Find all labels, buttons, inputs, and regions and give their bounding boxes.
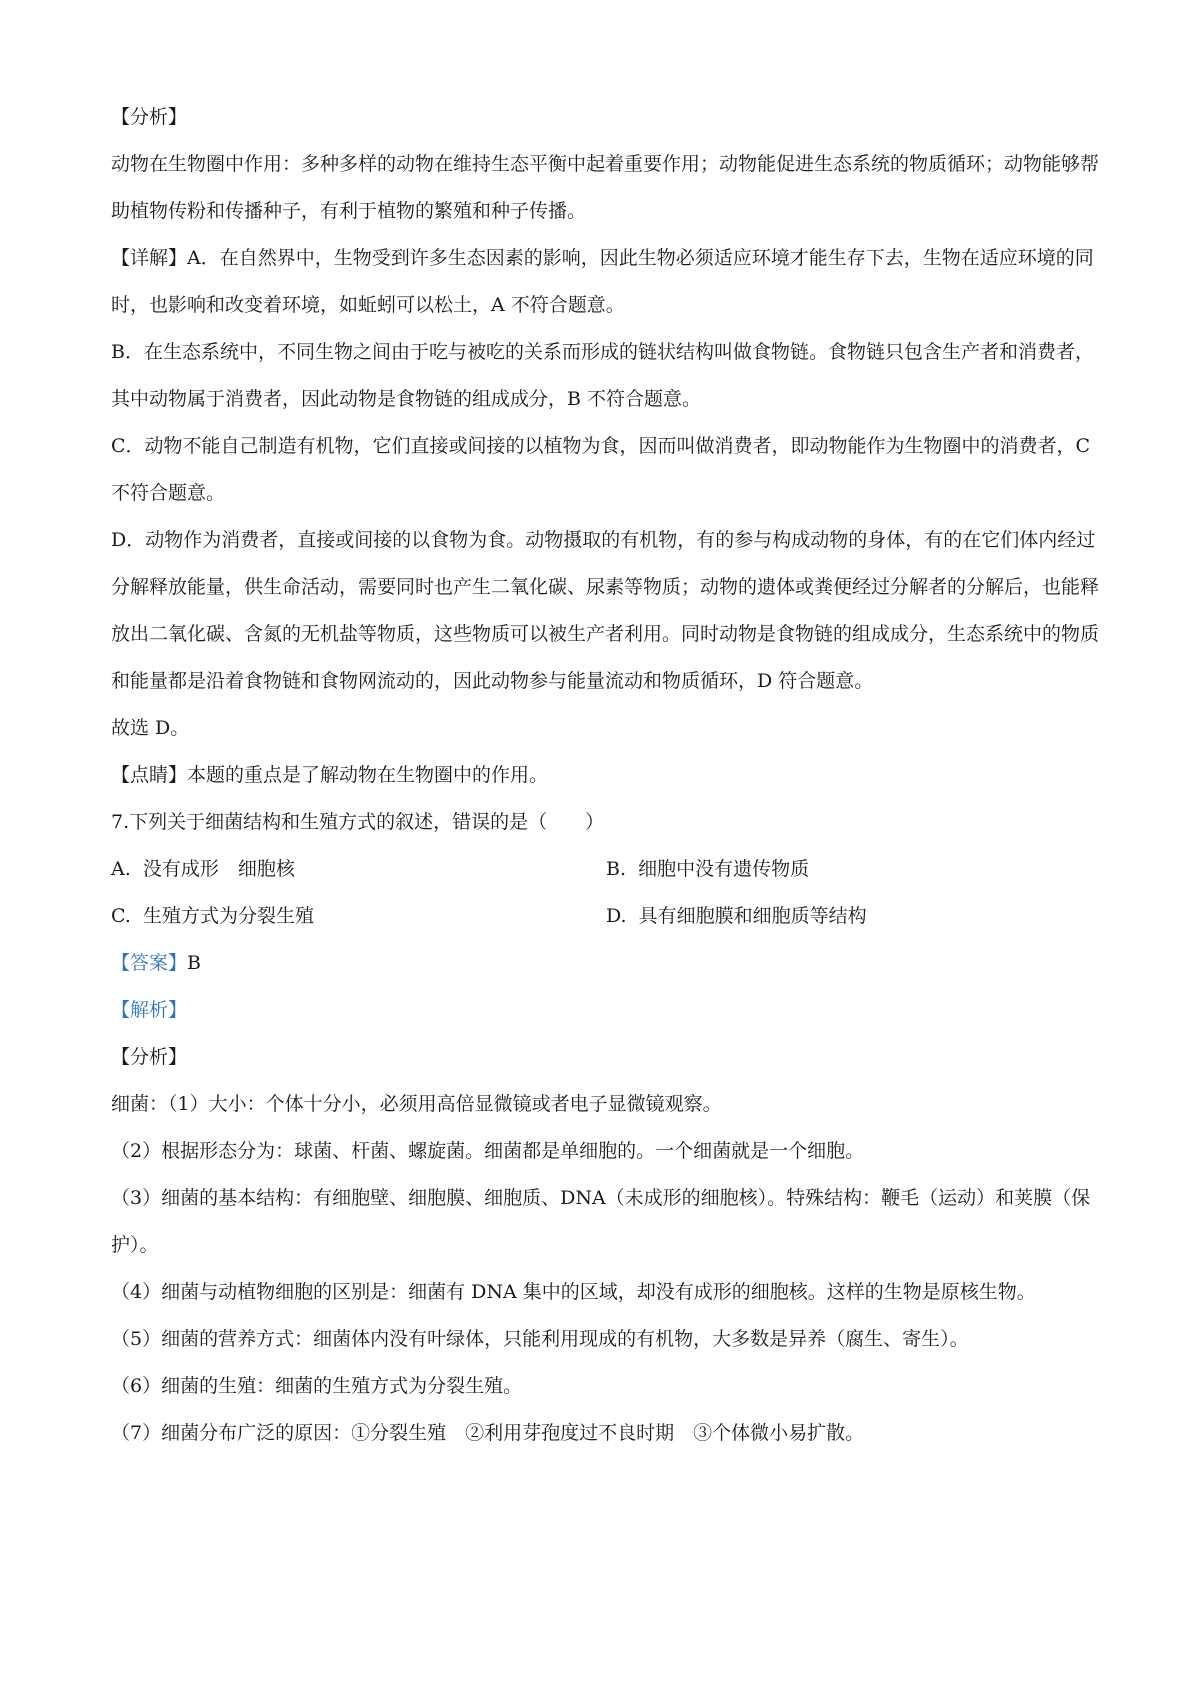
option-a: A. 没有成形 细胞核	[111, 858, 295, 880]
option-b: B. 细胞中没有遗传物质	[606, 858, 810, 880]
question-7-options	[111, 846, 1101, 940]
analysis-header-2: 【分析】	[111, 1046, 188, 1068]
bacteria-line-7: （7）细菌分布广泛的原因：①分裂生殖 ②利用芽孢度过不良时期 ③个体微小易扩散。	[111, 1422, 865, 1444]
question-7-stem: 7.下列关于细菌结构和生殖方式的叙述，错误的是（ ）	[111, 811, 605, 833]
detail-option-b: B．在生态系统中，不同生物之间由于吃与被吃的关系而形成的链状结构叫做食物链。食物链只包含生产者和消费者，其中动物属于消费者，因此动物是食物链的组成成分，B 不符合题意。	[111, 341, 1094, 410]
answer-line	[111, 940, 1101, 987]
option-d: D. 具有细胞膜和细胞质等结构	[606, 905, 867, 927]
explain-tag: 【解析】	[111, 999, 188, 1021]
detail-option-c: C．动物不能自己制造有机物，它们直接或间接的以植物为食，因而叫做消费者，即动物能作为生物圈中的消费者，C 不符合题意。	[111, 435, 1097, 504]
analysis-header: 【分析】	[111, 106, 188, 128]
detail-option-d: D．动物作为消费者，直接或间接的以食物为食。动物摄取的有机物，有的参与构成动物的身体，有的在它们体内经过分解释放能量，供生命活动，需要同时也产生二氧化碳、尿素等物质；动物的遗体或粪便经过分解者的分解后，也能释放出二氧化碳、含氮的无机盐等物质，这些物质可以被生产者利用。同时动物是食物链的组成成分，生态系统中的物质和能量都是沿着食物链和食物网流动的，因此动物参与能量流动和物质循环，D 符合题意。	[111, 529, 1100, 692]
choice-line: 故选 D。	[111, 717, 190, 739]
bacteria-line-4: （4）细菌与动植物细胞的区别是：细菌有 DNA 集中的区域，却没有成形的细胞核。这样的生物是原核生物。	[111, 1281, 1036, 1303]
option-c: C. 生殖方式为分裂生殖	[111, 905, 314, 927]
bacteria-line-3: （3）细菌的基本结构：有细胞壁、细胞膜、细胞质、DNA（未成形的细胞核）。特殊结构：鞭毛（运动）和荚膜（保护）。	[111, 1187, 1091, 1256]
answer-value: B	[187, 952, 201, 974]
analysis-body: 动物在生物圈中作用：多种多样的动物在维持生态平衡中起着重要作用；动物能促进生态系统的物质循环；动物能够帮助植物传粉和传播种子，有利于植物的繁殖和种子传播。	[111, 153, 1100, 222]
key-point: 【点睛】本题的重点是了解动物在生物圈中的作用。	[111, 764, 549, 786]
detail-option-a: 【详解】A．在自然界中，生物受到许多生态因素的影响，因此生物必须适应环境才能生存下去，生物在适应环境的同时，也影响和改变着环境，如蚯蚓可以松土，A 不符合题意。	[111, 247, 1094, 316]
bacteria-line-5: （5）细菌的营养方式：细菌体内没有叶绿体，只能利用现成的有机物，大多数是异养（腐生、寄生）。	[111, 1328, 969, 1350]
document-content	[111, 94, 1101, 1457]
bacteria-line-1: 细菌：（1）大小：个体十分小，必须用高倍显微镜或者电子显微镜观察。	[111, 1093, 722, 1115]
answer-tag: 【答案】	[111, 952, 188, 974]
bacteria-line-2: （2）根据形态分为：球菌、杆菌、螺旋菌。细菌都是单细胞的。一个细菌就是一个细胞。	[111, 1140, 865, 1162]
bacteria-line-6: （6）细菌的生殖：细菌的生殖方式为分裂生殖。	[111, 1375, 523, 1397]
